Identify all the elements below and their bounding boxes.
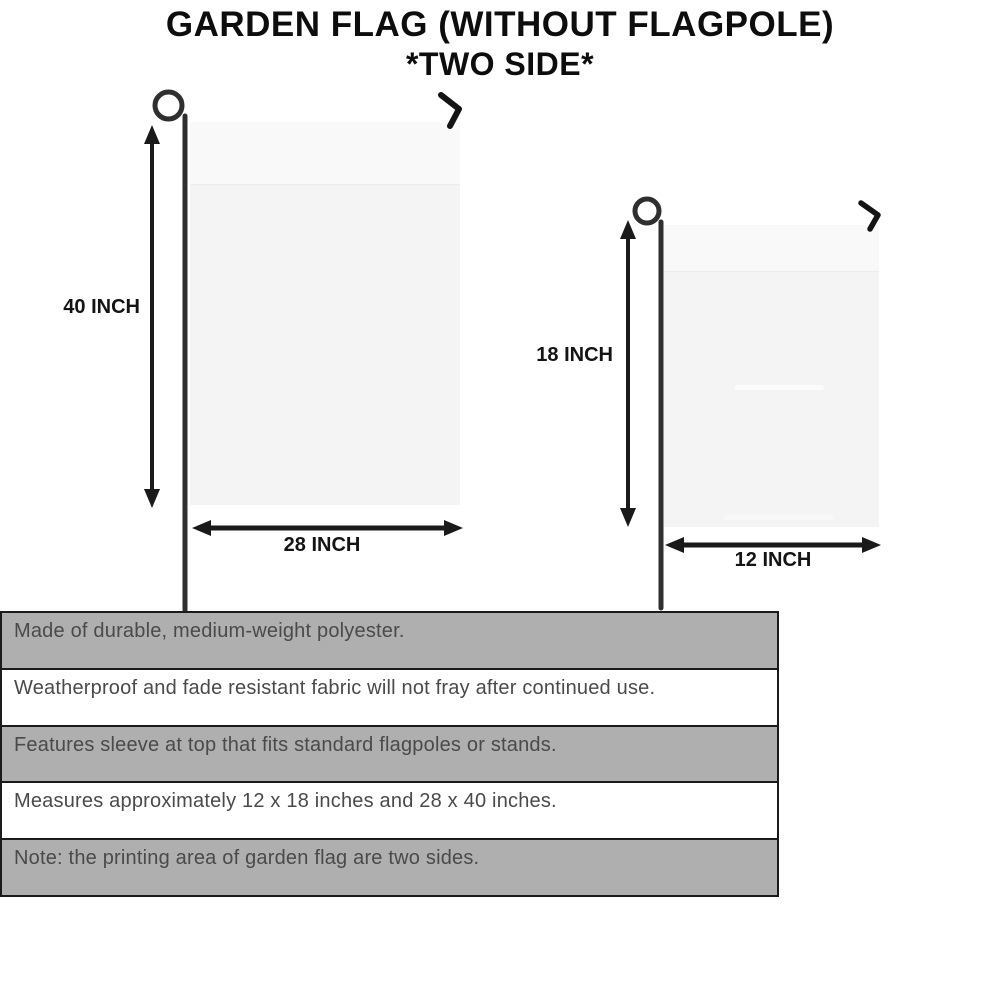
fabric-fold-highlight <box>320 592 410 597</box>
large-flag-height-label: 40 INCH <box>63 296 140 318</box>
feature-row-material: Made of durable, medium-weight polyester. <box>2 613 777 668</box>
large-flag-sleeve <box>190 122 460 185</box>
title-block <box>0 6 1000 82</box>
feature-row-measurements: Measures approximately 12 x 18 inches and 28 x 40 inches. <box>2 781 777 838</box>
feature-list <box>0 611 779 897</box>
large-height-dimension-arrow <box>144 125 160 508</box>
feature-row-weatherproof: Weatherproof and fade resistant fabric will not fray after continued use. <box>2 668 777 725</box>
small-flag-width-label: 12 INCH <box>734 549 812 571</box>
large-flag-width-label: 28 INCH <box>283 534 361 556</box>
fabric-fold-highlight <box>734 385 824 390</box>
small-flag-fabric <box>664 225 879 527</box>
fabric-fold-highlight <box>315 562 430 567</box>
small-height-dimension-arrow <box>620 220 636 527</box>
large-flagpole-loop-icon <box>155 92 182 119</box>
large-flag-fabric <box>190 122 460 505</box>
fabric-fold-highlight <box>724 515 834 520</box>
page-title: GARDEN FLAG (WITHOUT FLAGPOLE) <box>165 5 835 44</box>
feature-row-note: Note: the printing area of garden flag are two sides. <box>2 838 777 895</box>
small-flagpole-loop-icon <box>635 199 659 223</box>
small-flag-height-label: 18 INCH <box>536 344 613 366</box>
small-flag-sleeve <box>664 225 879 272</box>
feature-row-sleeve: Features sleeve at top that fits standard flagpoles or stands. <box>2 725 777 782</box>
page-subtitle: *TWO SIDE* <box>405 45 595 82</box>
